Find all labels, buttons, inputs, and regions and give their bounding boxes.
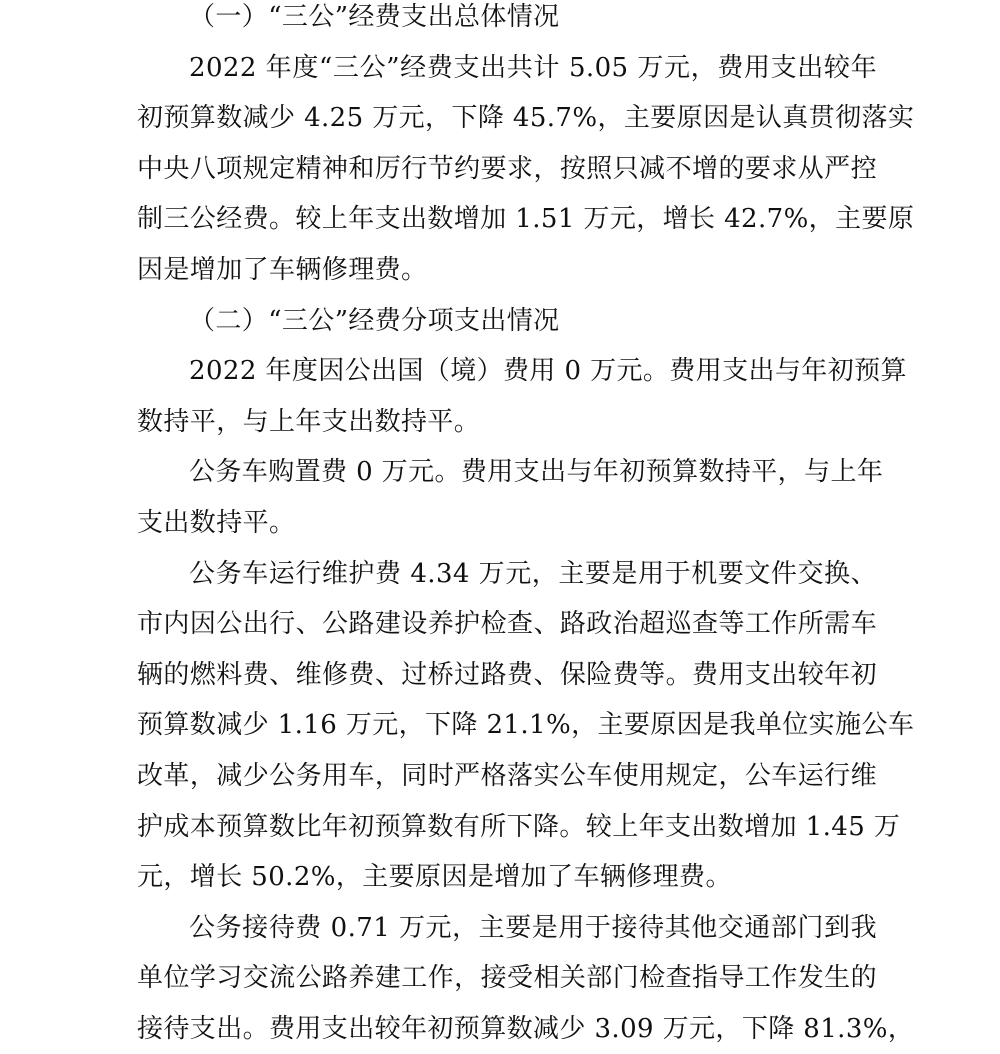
paragraph-overseas [137, 346, 907, 447]
text-line: 公务接待费 0.71 万元，主要是用于接待其他交通部门到我 [189, 912, 877, 943]
text-line: 市内因公出行、公路建设养护检查、路政治超巡查等工作所需车 [137, 609, 877, 640]
text-line: 改革，减少公务用车，同时严格落实公车使用规定，公车运行维 [137, 760, 877, 791]
paragraph-reception [137, 903, 915, 1054]
text-line: 数持平，与上年支出数持平。 [137, 406, 481, 437]
text-line: 公务车购置费 0 万元。费用支出与年初预算数持平，与上年 [189, 457, 884, 488]
paragraph-overall [137, 43, 915, 296]
text-line: 制三公经费。较上年支出数增加 1.51 万元，增长 42.7%，主要原 [137, 204, 915, 235]
text-line: 中央八项规定精神和厉行节约要求，按照只减不增的要求从严控 [137, 153, 877, 184]
text-line: 因是增加了车辆修理费。 [137, 254, 428, 285]
paragraph-vehicle-purchase [137, 447, 884, 548]
document-page [137, 0, 915, 1054]
text-line: 支出数持平。 [137, 507, 296, 538]
text-line: 公务车运行维护费 4.34 万元，主要是用于机要文件交换、 [189, 558, 877, 589]
section-heading-breakdown: （二）“三公”经费分项支出情况 [189, 305, 560, 336]
text-line: 初预算数减少 4.25 万元，下降 45.7%，主要原因是认真贯彻落实 [137, 103, 915, 134]
text-line: 预算数减少 1.16 万元，下降 21.1%，主要原因是我单位实施公车 [137, 710, 915, 741]
text-line: 元，增长 50.2%，主要原因是增加了车辆修理费。 [137, 862, 732, 893]
text-line: 2022 年度因公出国（境）费用 0 万元。费用支出与年初预算 [189, 356, 907, 387]
text-line: 接待支出。费用支出较年初预算数减少 3.09 万元，下降 81.3%， [137, 1013, 915, 1044]
section-heading-overall: （一）“三公”经费支出总体情况 [189, 2, 560, 32]
paragraph-vehicle-maintenance [137, 549, 915, 903]
text-line: 辆的燃料费、维修费、过桥过路费、保险费等。费用支出较年初 [137, 659, 877, 690]
text-line: 护成本预算数比年初预算数有所下降。较上年支出数增加 1.45 万 [137, 811, 901, 842]
text-line: 单位学习交流公路养建工作，接受相关部门检查指导工作发生的 [137, 963, 877, 994]
text-line: 2022 年度“三公”经费支出共计 5.05 万元，费用支出较年 [189, 52, 877, 83]
